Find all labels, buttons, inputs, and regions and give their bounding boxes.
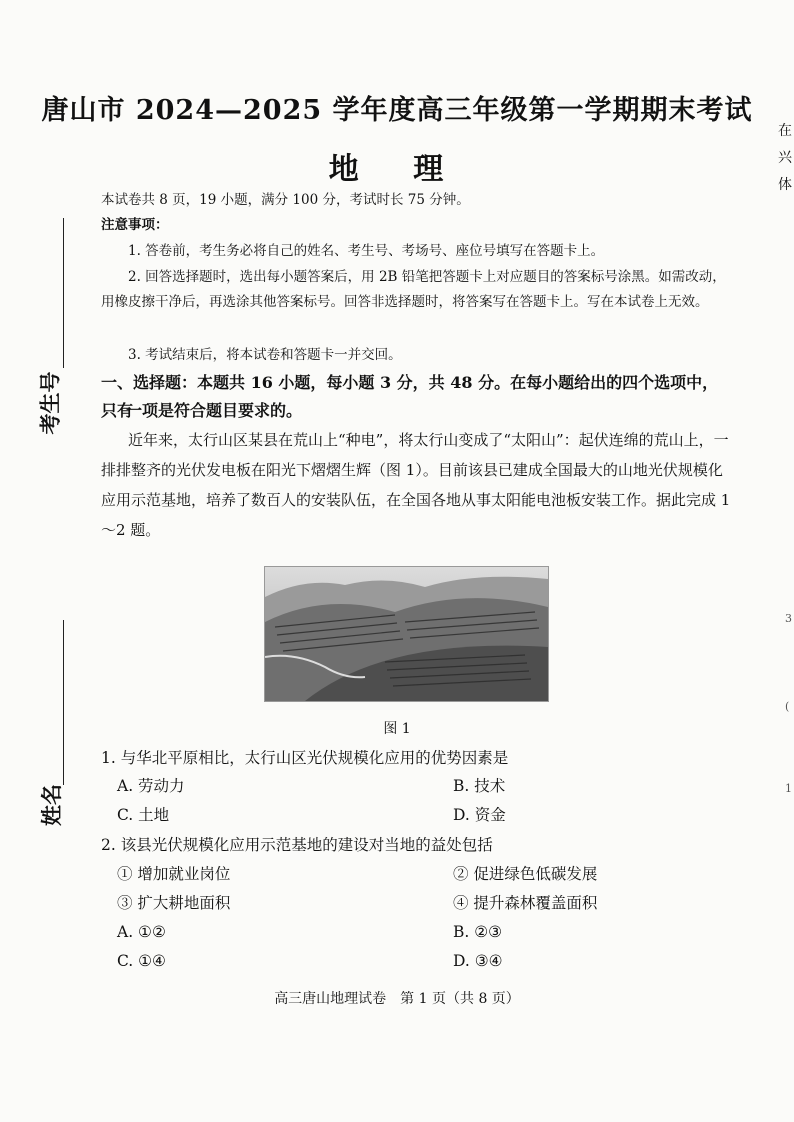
option-c: C. 土地	[117, 806, 170, 824]
option-c: C. ①④	[117, 952, 166, 970]
statement-3: ③ 扩大耕地面积	[117, 894, 231, 912]
margin-mark: (	[785, 700, 790, 713]
subject-title: 地 理	[328, 152, 466, 187]
option-d: D. ③④	[453, 952, 503, 970]
name-line	[63, 620, 64, 785]
question-stem: 1. 与华北平原相比，太行山区光伏规模化应用的优势因素是	[101, 749, 509, 767]
exam-title: 唐山市 2024—2025 学年度高三年级第一学期期末考试	[41, 95, 753, 126]
name-label: 姓名	[39, 784, 64, 826]
exam-number-line	[63, 218, 64, 368]
margin-mark: 1	[785, 782, 792, 795]
question-stem: 2. 该县光伏规模化应用示范基地的建设对当地的益处包括	[101, 836, 493, 854]
section-heading-cont: 一项是符合题目要求的。	[126, 401, 303, 420]
section-heading: 一、选择题：本题共 16 小题，每小题 3 分，共 48 分。在每小题给出的四个选项中，只有	[101, 373, 719, 420]
margin-char: 体	[778, 177, 792, 193]
option-d: D. 资金	[453, 806, 506, 824]
right-margin-text	[778, 118, 794, 199]
page-footer: 高三唐山地理试卷 第 1 页（共 8 页）	[274, 991, 520, 1007]
option-b: B. 技术	[453, 777, 506, 795]
note-item: 2. 回答选择题时，选出每小题答案后，用 2B 铅笔把答题卡上对应题目的答案标号涂黑。如需改动，用橡皮擦干净后，再选涂其他答案标号。回答非选择题时，将答案写在答题卡上。写在本试卷上无效。	[101, 269, 726, 310]
solar-farm-photo	[264, 566, 549, 702]
exam-info: 本试卷共 8 页，19 小题，满分 100 分，考试时长 75 分钟。	[101, 192, 470, 208]
statement-4: ④ 提升森林覆盖面积	[453, 894, 598, 912]
option-a: A. ①②	[117, 923, 166, 941]
margin-char: 兴	[778, 150, 792, 166]
note-item: 3. 考试结束后，将本试卷和答题卡一并交回。	[128, 347, 402, 363]
notes-heading: 注意事项：	[101, 217, 169, 233]
margin-mark: 3	[785, 612, 792, 625]
margin-char: 在	[778, 123, 792, 139]
statement-2: ② 促进绿色低碳发展	[453, 865, 598, 883]
option-a: A. 劳动力	[117, 777, 185, 795]
exam-number-label: 考生号	[37, 371, 63, 435]
passage: 近年来，太行山区某县在荒山上“种电”，将太行山变成了“太阳山”：起伏连绵的荒山上，一排排整齐的光伏发电板在阳光下熠熠生辉（图 1）。目前该县已建成全国最大的山地光伏规模化应用示范基地，培养了数百人的安装队伍，在全国各地从事太阳能电池板安装工作。据此完成 1～2 题。	[101, 431, 731, 539]
note-item: 1. 答卷前，考生务必将自己的姓名、考生号、考场号、座位号填写在答题卡上。	[128, 243, 605, 259]
figure-caption: 图 1	[383, 721, 411, 737]
option-b: B. ②③	[453, 923, 503, 941]
statement-1: ① 增加就业岗位	[117, 865, 231, 883]
